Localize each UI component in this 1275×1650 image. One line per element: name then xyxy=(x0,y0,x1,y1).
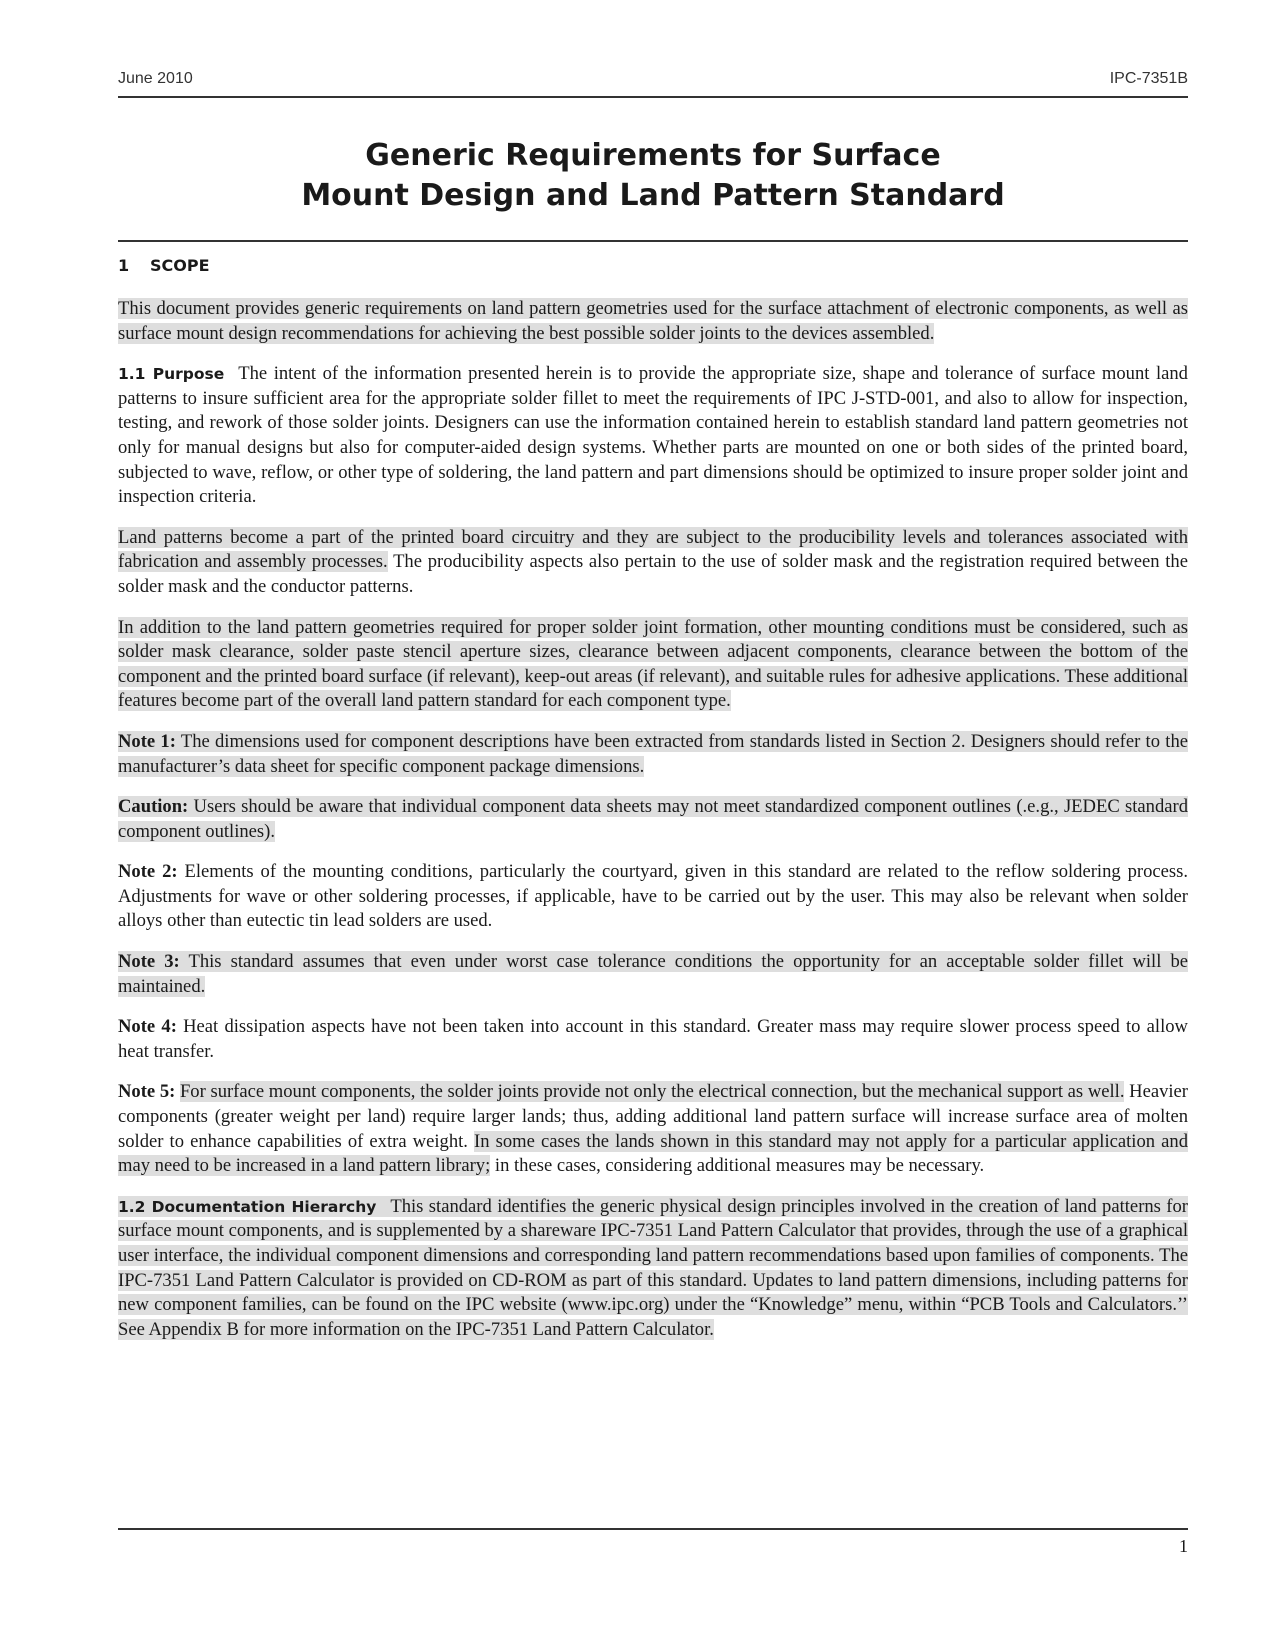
note-5-label: Note 5: xyxy=(118,1081,176,1103)
paragraph-note-2 xyxy=(118,860,1188,934)
note-5-highlight-2: In some cases the lands shown in this standard may not apply for a particular application and may need to be increased in a land pattern library; xyxy=(118,1130,1189,1177)
section-number: 1 xyxy=(118,256,130,275)
title-line-1: Generic Requirements for Surface xyxy=(365,138,941,173)
paragraph-hierarchy xyxy=(118,1195,1188,1343)
note-1-label: Note 1: xyxy=(118,730,176,752)
note-3-text: This standard assumes that even under worst case tolerance conditions the opportunity for an acceptable solder fillet will be maintained. xyxy=(118,951,1188,997)
paragraph-caution xyxy=(118,795,1188,844)
page-footer xyxy=(118,1528,1188,1557)
hierarchy-text: This standard identifies the generic physical design principles involved in the creation of land patterns for surface mount components, and is supplemented by a shareware IPC-7351 Land Pattern Calculator that provides, through the use of a graphical user interface, the individual component dimensions and corresponding land pattern recommendations based upon families of components. The IPC-7351 Land Pattern Calculator is provided on CD-ROM as part of this standard. Updates to land pattern dimensions, including patterns for new component families, can be found on the IPC website (www.ipc.org) under the “Knowledge” menu, within “PCB Tools and Calculators.’’ See Appendix B for more information on the IPC-7351 Land Pattern Calculator. xyxy=(118,1195,1188,1340)
header-doc-id: IPC-7351B xyxy=(1109,70,1188,87)
note-2-text: Elements of the mounting conditions, particularly the courtyard, given in this standard are related to the reflow soldering process. Adjustments for wave or other soldering processes, if applicable, have to be carried out by the user. This may also be relevant when solder alloys other than eutectic tin lead solders are used. xyxy=(118,861,1188,932)
paragraph-purpose xyxy=(118,362,1188,510)
paragraph-scope xyxy=(118,297,1188,346)
addition-text: In addition to the land pattern geometries required for proper solder joint formation, other mounting conditions must be considered, such as solder mask clearance, solder paste stencil aperture sizes, clearance between adjacent components, clearance between the bottom of the component and the printed board surface (if relevant), keep-out areas (if relevant), and suitable rules for adhesive applications. These additional features become part of the overall land pattern standard for each component type. xyxy=(118,616,1188,712)
header-date: June 2010 xyxy=(118,70,193,87)
note-5-highlight-1: For surface mount components, the solder joints provide not only the electrical connection, but the mechanical support as well. xyxy=(179,1081,1125,1103)
subsection-heading-purpose: 1.1 Purpose xyxy=(118,365,225,384)
note-2-label: Note 2: xyxy=(118,861,178,883)
paragraph-note-4 xyxy=(118,1015,1188,1064)
note-5-text-1: Heavier components (greater weight per land) require larger lands; thus, adding additional land pattern surface will increase surface area of molten solder to enhance capabilities of extra weight. xyxy=(118,1081,1188,1152)
page xyxy=(118,70,1188,1358)
note-5-text-2: in these cases, considering additional measures may be necessary. xyxy=(490,1155,985,1177)
caution-text: Users should be aware that individual component data sheets may not meet standardized component outlines (.e.g., JEDEC standard component outlines). xyxy=(118,796,1188,842)
purpose-text: The intent of the information presented herein is to provide the appropriate size, shape and tolerance of surface mount land patterns to insure sufficient area for the appropriate solder fillet to meet the requirements of IPC J-STD-001, and also to allow for inspection, testing, and rework of those solder joints. Designers can use the information contained herein to establish standard land pattern geometries not only for manual designs but also for computer-aided design systems. Whether parts are mounted on one or both sides of the printed board, subjected to wave, reflow, or other type of soldering, the land pattern and part dimensions should be optimized to insure proper solder joint and inspection criteria. xyxy=(118,363,1188,508)
caution-label: Caution: xyxy=(118,796,189,818)
title-divider xyxy=(118,240,1188,242)
paragraph-note-5 xyxy=(118,1080,1188,1178)
paragraph-note-3 xyxy=(118,950,1188,999)
section-title: SCOPE xyxy=(150,256,210,275)
page-number: 1 xyxy=(1179,1536,1188,1556)
land-patterns-highlight: Land patterns become a part of the printed board circuitry and they are subject to the producibility levels and tolerances associated with fabrication and assembly processes. xyxy=(118,526,1188,573)
document-title xyxy=(118,136,1188,216)
land-patterns-text: The producibility aspects also pertain to the use of solder mask and the registration required between the solder mask and the conductor patterns. xyxy=(118,551,1188,597)
paragraph-note-1 xyxy=(118,730,1188,779)
scope-text: This document provides generic requirements on land pattern geometries used for the surface attachment of electronic components, as well as surface mount design recommendations for achieving the best possible solder joints to the devices assembled. xyxy=(118,298,1188,344)
section-heading-scope xyxy=(118,256,1188,275)
note-3-label: Note 3: xyxy=(118,951,180,973)
running-header xyxy=(118,70,1188,98)
note-1-text: The dimensions used for component descriptions have been extracted from standards listed in Section 2. Designers should refer to the manufacturer’s data sheet for specific component package dimensions. xyxy=(118,730,1188,777)
subsection-heading-hierarchy: 1.2 Documentation Hierarchy xyxy=(118,1197,377,1216)
note-4-label: Note 4: xyxy=(118,1016,177,1038)
paragraph-land-patterns xyxy=(118,526,1188,600)
note-4-text: Heat dissipation aspects have not been taken into account in this standard. Greater mass may require slower process speed to allow heat transfer. xyxy=(118,1016,1188,1062)
paragraph-addition xyxy=(118,616,1188,714)
title-line-2: Mount Design and Land Pattern Standard xyxy=(301,178,1005,213)
